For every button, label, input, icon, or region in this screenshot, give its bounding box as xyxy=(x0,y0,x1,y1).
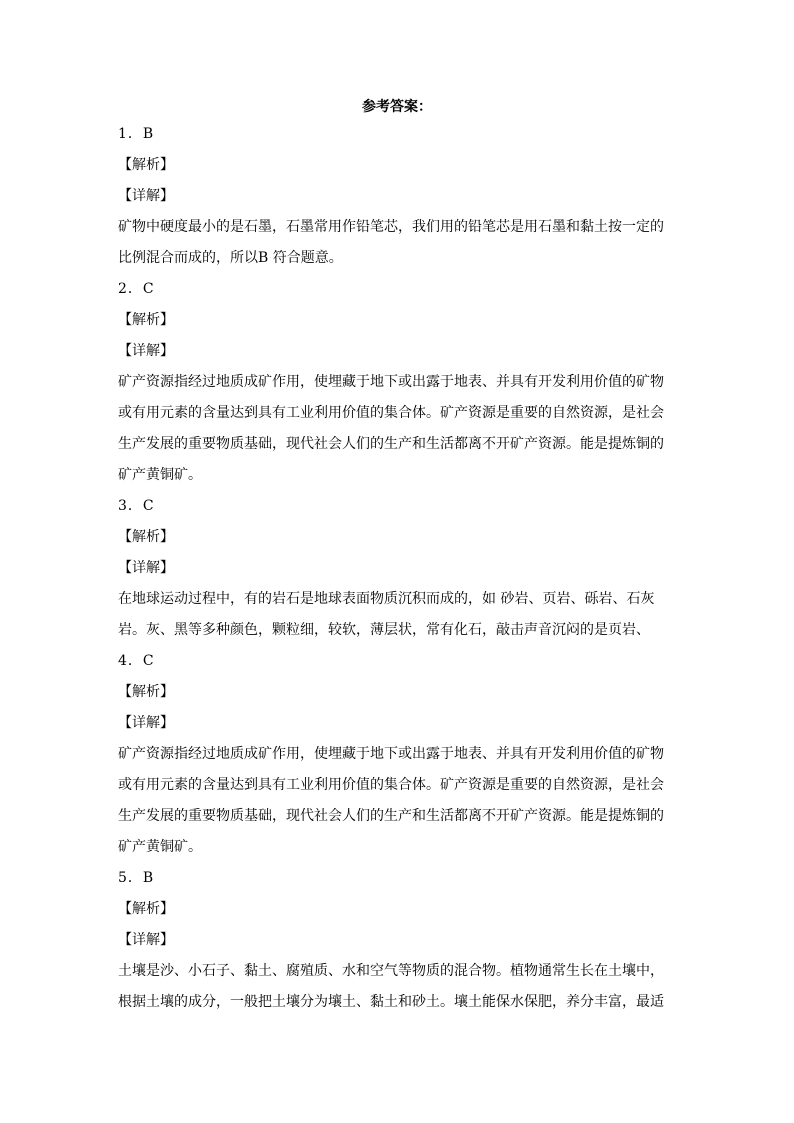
explanation-line: 矿产黄铜矿。 xyxy=(118,467,202,483)
explanation-line: 生产发展的重要物质基础，现代社会人们的生产和生活都离不开矿产资源。能是提炼铜的 xyxy=(118,808,664,824)
analysis-heading: 【解析】 xyxy=(118,901,174,917)
explanation-line: 矿物中硬度最小的是石墨，石墨常用作铅笔芯，我们用的铅笔芯是用石墨和黏土按一定的 xyxy=(118,219,664,235)
answer-number: 2．C xyxy=(118,281,155,297)
explanation-line: 或有用元素的含量达到具有工业利用价值的集合体。矿产资源是重要的自然资源，是社会 xyxy=(118,777,664,793)
explanation-line: 岩。灰、黑等多种颜色，颗粒细，较软，薄层状，常有化石，敲击声音沉闷的是页岩、 xyxy=(118,622,650,638)
explanation-line: 比例混合而成的，所以B 符合题意。 xyxy=(118,250,343,266)
detail-heading: 【详解】 xyxy=(118,560,174,576)
answer-block xyxy=(118,119,678,274)
explanation-line: 生产发展的重要物质基础，现代社会人们的生产和生活都离不开矿产资源。能是提炼铜的 xyxy=(118,436,664,452)
explanation-line: 矿产资源指经过地质成矿作用，使埋藏于地下或出露于地表、并具有开发利用价值的矿物 xyxy=(118,374,664,390)
answer-block xyxy=(118,274,678,491)
answer-number: 4．C xyxy=(118,653,155,669)
explanation-line: 在地球运动过程中，有的岩石是地球表面物质沉积而成的，如 砂岩、页岩、砾岩、石灰 xyxy=(118,591,655,607)
answer-block xyxy=(118,646,678,863)
answer-block xyxy=(118,863,678,1018)
explanation-line: 根据土壤的成分，一般把土壤分为壤土、黏土和砂土。壤土能保水保肥，养分丰富，最适 xyxy=(118,994,664,1010)
detail-heading: 【详解】 xyxy=(118,343,174,359)
detail-heading: 【详解】 xyxy=(118,188,174,204)
answer-list xyxy=(118,119,678,1018)
analysis-heading: 【解析】 xyxy=(118,684,174,700)
detail-heading: 【详解】 xyxy=(118,715,174,731)
explanation-line: 矿产黄铜矿。 xyxy=(118,839,202,855)
explanation-line: 土壤是沙、小石子、黏土、腐殖质、水和空气等物质的混合物。植物通常生长在土壤中， xyxy=(118,963,664,979)
detail-heading: 【详解】 xyxy=(118,932,174,948)
answer-number: 3．C xyxy=(118,498,155,514)
page-title: 参考答案： xyxy=(362,99,432,115)
answer-number: 5．B xyxy=(118,870,155,886)
analysis-heading: 【解析】 xyxy=(118,529,174,545)
answer-block xyxy=(118,491,678,646)
analysis-heading: 【解析】 xyxy=(118,157,174,173)
analysis-heading: 【解析】 xyxy=(118,312,174,328)
explanation-line: 或有用元素的含量达到具有工业利用价值的集合体。矿产资源是重要的自然资源，是社会 xyxy=(118,405,664,421)
explanation-line: 矿产资源指经过地质成矿作用，使埋藏于地下或出露于地表、并具有开发利用价值的矿物 xyxy=(118,746,664,762)
answer-number: 1．B xyxy=(118,126,155,142)
